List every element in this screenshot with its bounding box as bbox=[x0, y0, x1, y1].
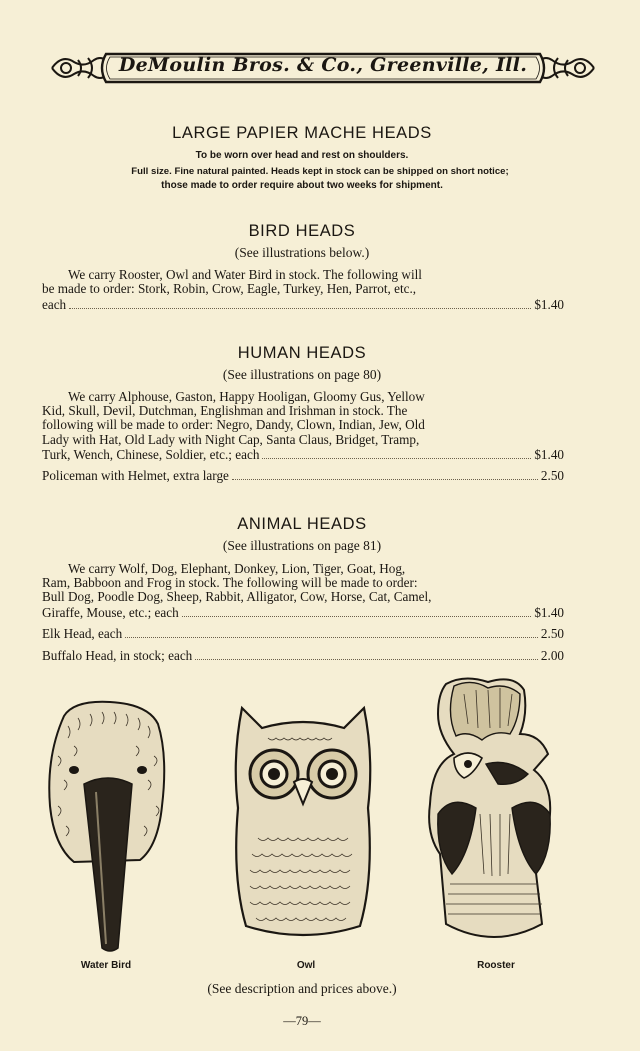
bird-para-line-1: We carry Rooster, Owl and Water Bird in stock. The following will bbox=[68, 267, 422, 282]
animal-heads-heading: ANIMAL HEADS bbox=[237, 515, 367, 533]
animal-heads-note: (See illustrations on page 81) bbox=[222, 538, 382, 553]
rooster-caption: Rooster bbox=[477, 960, 515, 971]
dot-leader bbox=[232, 470, 538, 480]
policeman-price-row bbox=[42, 468, 564, 484]
human-para-line-2: Kid, Skull, Devil, Dutchman, Englishman and Irishman in stock. The bbox=[42, 403, 408, 419]
header-banner bbox=[48, 46, 598, 90]
bird-para-line-2: be made to order: Stork, Robin, Crow, Eagle, Turkey, Hen, Parrot, etc., bbox=[42, 281, 417, 297]
animal-heads-paragraph bbox=[42, 562, 562, 605]
human-heads-price-row bbox=[42, 447, 564, 463]
banner-title: DeMoulin Bros. & Co., Greenville, Ill. bbox=[118, 54, 528, 76]
human-para-line-1: We carry Alphouse, Gaston, Happy Hooligan, Gloomy Gus, Yellow bbox=[68, 389, 425, 404]
animal-para-line-2: Ram, Babboon and Frog in stock. The following will be made to order: bbox=[42, 575, 418, 591]
policeman-label: Policeman with Helmet, extra large bbox=[42, 468, 229, 483]
animal-para-line-1: We carry Wolf, Dog, Elephant, Donkey, Lion, Tiger, Goat, Hog, bbox=[68, 561, 406, 576]
dot-leader bbox=[195, 650, 538, 660]
owl-caption: Owl bbox=[296, 960, 316, 971]
subtitle-line-3: those made to order require about two weeks for shipment. bbox=[161, 180, 443, 191]
human-heads-paragraph bbox=[42, 390, 562, 447]
buffalo-head-price-row bbox=[42, 648, 564, 664]
subtitle-line-1: To be worn over head and rest on shoulders. bbox=[195, 150, 409, 161]
human-heads-note: (See illustrations on page 80) bbox=[222, 367, 382, 382]
human-heads-heading: HUMAN HEADS bbox=[237, 344, 367, 362]
subtitle-line-2: Full size. Fine natural painted. Heads kept in stock can be shipped on short notice; bbox=[131, 166, 509, 177]
bird-heads-heading: BIRD HEADS bbox=[248, 222, 356, 240]
animal-para-line-3: Bull Dog, Poodle Dog, Sheep, Rabbit, Alligator, Cow, Horse, Cat, Camel, bbox=[42, 589, 432, 605]
elk-label: Elk Head, each bbox=[42, 626, 123, 641]
water-bird-caption: Water Bird bbox=[80, 960, 132, 971]
animal-each-price: $1.40 bbox=[534, 605, 564, 620]
dot-leader bbox=[182, 607, 532, 617]
elk-head-price-row bbox=[42, 626, 564, 642]
buffalo-label: Buffalo Head, in stock; each bbox=[42, 648, 193, 663]
bird-each-price: $1.40 bbox=[534, 297, 564, 312]
human-para-line-4: Lady with Hat, Old Lady with Night Cap, Santa Claus, Bridget, Tramp, bbox=[42, 431, 420, 447]
policeman-price: 2.50 bbox=[540, 468, 564, 483]
animal-heads-price-row bbox=[42, 605, 564, 621]
page-title: LARGE PAPIER MACHE HEADS bbox=[172, 124, 432, 142]
elk-price: 2.50 bbox=[540, 626, 564, 641]
owl-head-illustration bbox=[228, 698, 378, 948]
bird-each-label: each bbox=[42, 297, 67, 312]
human-each-price: $1.40 bbox=[534, 447, 564, 462]
human-para-line-3: following will be made to order: Negro, Dandy, Clown, Indian, Jew, Old bbox=[42, 417, 425, 433]
bird-heads-price-row bbox=[42, 297, 564, 313]
buffalo-price: 2.00 bbox=[540, 648, 564, 663]
dot-leader bbox=[262, 449, 531, 459]
human-each-label: Turk, Wench, Chinese, Soldier, etc.; each bbox=[42, 447, 260, 462]
dot-leader bbox=[69, 299, 531, 309]
water-bird-head-illustration bbox=[44, 696, 174, 954]
bird-heads-note: (See illustrations below.) bbox=[234, 245, 370, 260]
illustrations-footnote: (See description and prices above.) bbox=[207, 981, 397, 996]
bird-heads-paragraph bbox=[42, 268, 562, 296]
animal-each-label: Giraffe, Mouse, etc.; each bbox=[42, 605, 179, 620]
dot-leader bbox=[125, 628, 538, 638]
page-number: —79— bbox=[283, 1014, 321, 1028]
rooster-head-illustration bbox=[424, 674, 564, 950]
